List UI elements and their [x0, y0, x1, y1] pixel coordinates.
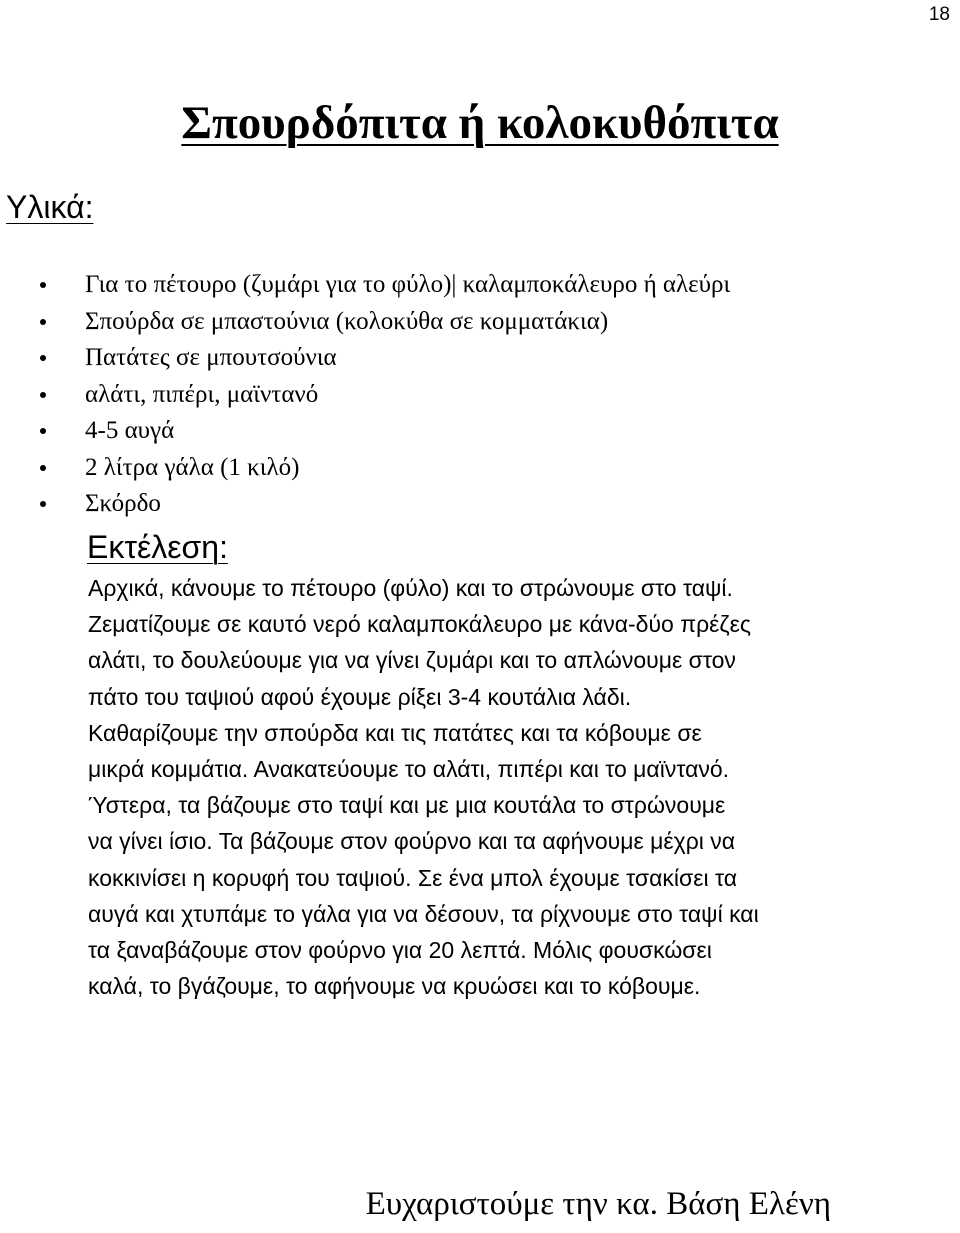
method-line: Αρχικά, κάνουμε το πέτουρο (φύλο) και το στρώνουμε στο ταψί.: [88, 575, 733, 601]
page-number: 18: [928, 4, 950, 25]
ingredient-item: [40, 377, 730, 414]
method-line: αλάτι, το δουλεύουμε για να γίνει ζυμάρι και το απλώνουμε στον: [88, 647, 736, 674]
ingredient-item: [40, 267, 730, 304]
ingredient-text: 4-5 αυγά: [85, 417, 175, 444]
method-line: αυγά και χτυπάμε το γάλα για να δέσουν, τα ρίχνουμε στο ταψί και: [88, 900, 759, 927]
bullet-icon: [40, 428, 46, 434]
method-line: Ζεματίζουμε σε καυτό νερό καλαμποκάλευρο με κάνα-δύο πρέζες: [88, 611, 751, 638]
ingredient-text: 2 λίτρα γάλα (1 κιλό): [85, 453, 300, 481]
bullet-icon: [40, 355, 46, 361]
ingredient-text: αλάτι, πιπέρι, μαϊντανό: [85, 380, 319, 408]
acknowledgement: Ευχαριστούμε την κα. Βάση Ελένη: [365, 1186, 831, 1222]
ingredient-text: Πατάτες σε μπουτσούνια: [85, 344, 337, 371]
ingredient-item: [40, 304, 730, 341]
recipe-title: Σπουρδόπιτα ή κολοκυθόπιτα: [181, 97, 779, 149]
bullet-icon: [40, 282, 46, 288]
ingredients-heading: Υλικά:: [6, 189, 94, 225]
bullet-icon: [40, 319, 46, 325]
method-line: Ύστερα, τα βάζουμε στο ταψί και με μια κουτάλα το στρώνουμε: [88, 792, 726, 819]
method-line: μικρά κομμάτια. Ανακατεύουμε το αλάτι, πιπέρι και το μαϊντανό.: [88, 755, 730, 782]
ingredient-item: [40, 340, 730, 377]
ingredient-item: [40, 486, 730, 523]
bullet-icon: [40, 501, 46, 507]
method-line: να γίνει ίσιο. Τα βάζουμε στον φούρνο και τα αφήνουμε μέχρι να: [88, 828, 736, 855]
ingredient-item: [40, 413, 730, 450]
method-line: τα ξαναβάζουμε στον φούρνο για 20 λεπτά. Μόλις φουσκώσει: [88, 936, 712, 963]
method-line: κοκκινίσει η κορυφή του ταψιού. Σε ένα μπολ έχουμε τσακίσει τα: [88, 864, 738, 891]
method-paragraph: [88, 570, 759, 1004]
ingredient-item: [40, 450, 730, 487]
method-heading: Εκτέλεση:: [87, 529, 228, 565]
method-line: καλά, το βγάζουμε, το αφήνουμε να κρυώσει και το κόβουμε.: [88, 973, 701, 1000]
bullet-icon: [40, 465, 46, 471]
method-line: Καθαρίζουμε την σπούρδα και τις πατάτες και τα κόβουμε σε: [88, 719, 702, 746]
method-line: πάτο του ταψιού αφού έχουμε ρίξει 3-4 κουτάλια λάδι.: [88, 683, 632, 710]
ingredient-text: Σκόρδο: [85, 490, 161, 517]
ingredient-text: Για το πέτουρο (ζυμάρι για το φύλο)| καλαμποκάλευρο ή αλεύρι: [85, 271, 731, 298]
ingredient-text: Σπούρδα σε μπαστούνια (κολοκύθα σε κομματάκια): [85, 307, 609, 335]
bullet-icon: [40, 392, 46, 398]
ingredients-list: [40, 267, 730, 523]
